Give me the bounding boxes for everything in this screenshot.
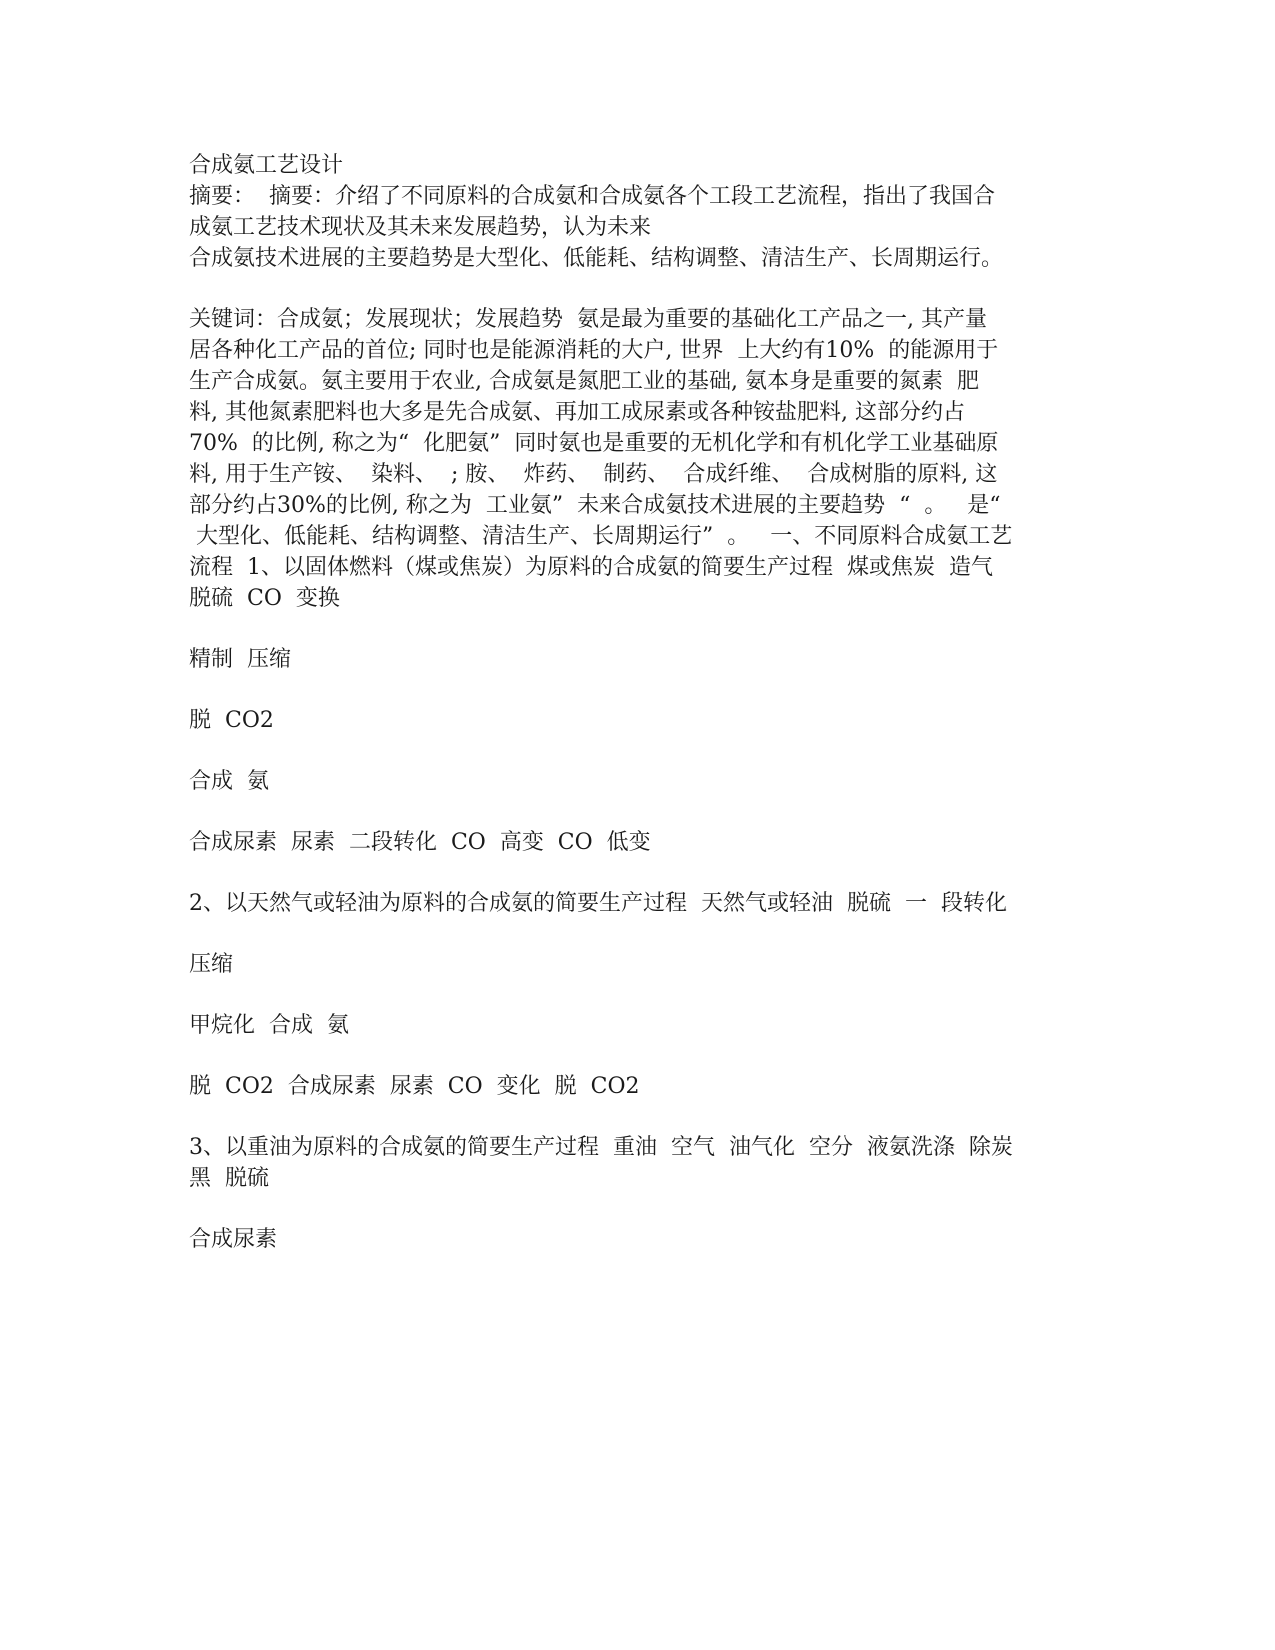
body-line: 大型化、低能耗、结构调整、清洁生产、长周期运行” 。 一、不同原料合成氨工艺: [189, 524, 1013, 549]
body-line: 流程 1、以固体燃料（煤或焦炭）为原料的合成氨的简要生产过程 煤或焦炭 造气: [189, 555, 993, 580]
body-line: 生产合成氨。氨主要用于农业, 合成氨是氮肥工业的基础, 氨本身是重要的氮素 肥: [189, 369, 979, 394]
abstract-line: 合成氨技术进展的主要趋势是大型化、低能耗、结构调整、清洁生产、长周期运行。: [189, 246, 1004, 271]
flow-line: 压缩: [189, 952, 234, 977]
flow-line: 脱 CO2 合成尿素 尿素 CO 变化 脱 CO2: [189, 1074, 640, 1099]
paragraph-gap: [189, 797, 1094, 827]
paragraph-gap: [189, 274, 1094, 304]
paragraph-gap: [189, 919, 1094, 949]
final-line: 合成尿素: [189, 1227, 278, 1252]
paragraph-gap: [189, 614, 1094, 644]
section3-line: 3、以重油为原料的合成氨的简要生产过程 重油 空气 油气化 空分 液氨洗涤 除炭: [189, 1135, 1013, 1160]
body-line: 料, 用于生产铵、 染料、 ; 胺、 炸药、 制药、 合成纤维、 合成树脂的原料, 这: [189, 462, 998, 487]
paragraph-gap: [189, 980, 1094, 1010]
flow-line: 合成尿素 尿素 二段转化 CO 高变 CO 低变: [189, 830, 651, 855]
body-line: 部分约占30%的比例, 称之为 工业氨” 未来合成氨技术进展的主要趋势 “ 。 是“: [189, 493, 1001, 518]
paragraph-gap: [189, 736, 1094, 766]
paragraph-gap: [189, 858, 1094, 888]
paragraph-gap: [189, 1102, 1094, 1132]
body-line: 70% 的比例, 称之为“ 化肥氨” 同时氨也是重要的无机化学和有机化学工业基础原: [189, 431, 999, 456]
flow-line: 2、以天然气或轻油为原料的合成氨的简要生产过程 天然气或轻油 脱硫 一 段转化: [189, 891, 1007, 916]
paragraph-gap: [189, 675, 1094, 705]
body-line: 居各种化工产品的首位; 同时也是能源消耗的大户, 世界 上大约有10% 的能源用于: [189, 338, 999, 363]
paragraph-gap: [189, 1041, 1094, 1071]
flow-line: 精制 压缩: [189, 647, 291, 672]
document-body: [189, 150, 1094, 1255]
section3-line: 黑 脱硫: [189, 1166, 269, 1191]
abstract-line: 成氨工艺技术现状及其未来发展趋势，认为未来: [189, 215, 652, 240]
abstract-line: 摘要： 摘要：介绍了不同原料的合成氨和合成氨各个工段工艺流程，指出了我国合: [189, 184, 995, 209]
flow-line: 脱 CO2: [189, 708, 274, 733]
body-line: 关键词：合成氨；发展现状；发展趋势 氨是最为重要的基础化工产品之一, 其产量: [189, 307, 987, 332]
flow-line: 合成 氨: [189, 769, 269, 794]
flow-line: 甲烷化 合成 氨: [189, 1013, 349, 1038]
body-line: 料, 其他氮素肥料也大多是先合成氨、再加工成尿素或各种铵盐肥料, 这部分约占: [189, 400, 965, 425]
document-title: 合成氨工艺设计: [189, 153, 344, 178]
body-line: 脱硫 CO 变换: [189, 586, 340, 611]
paragraph-gap: [189, 1194, 1094, 1224]
